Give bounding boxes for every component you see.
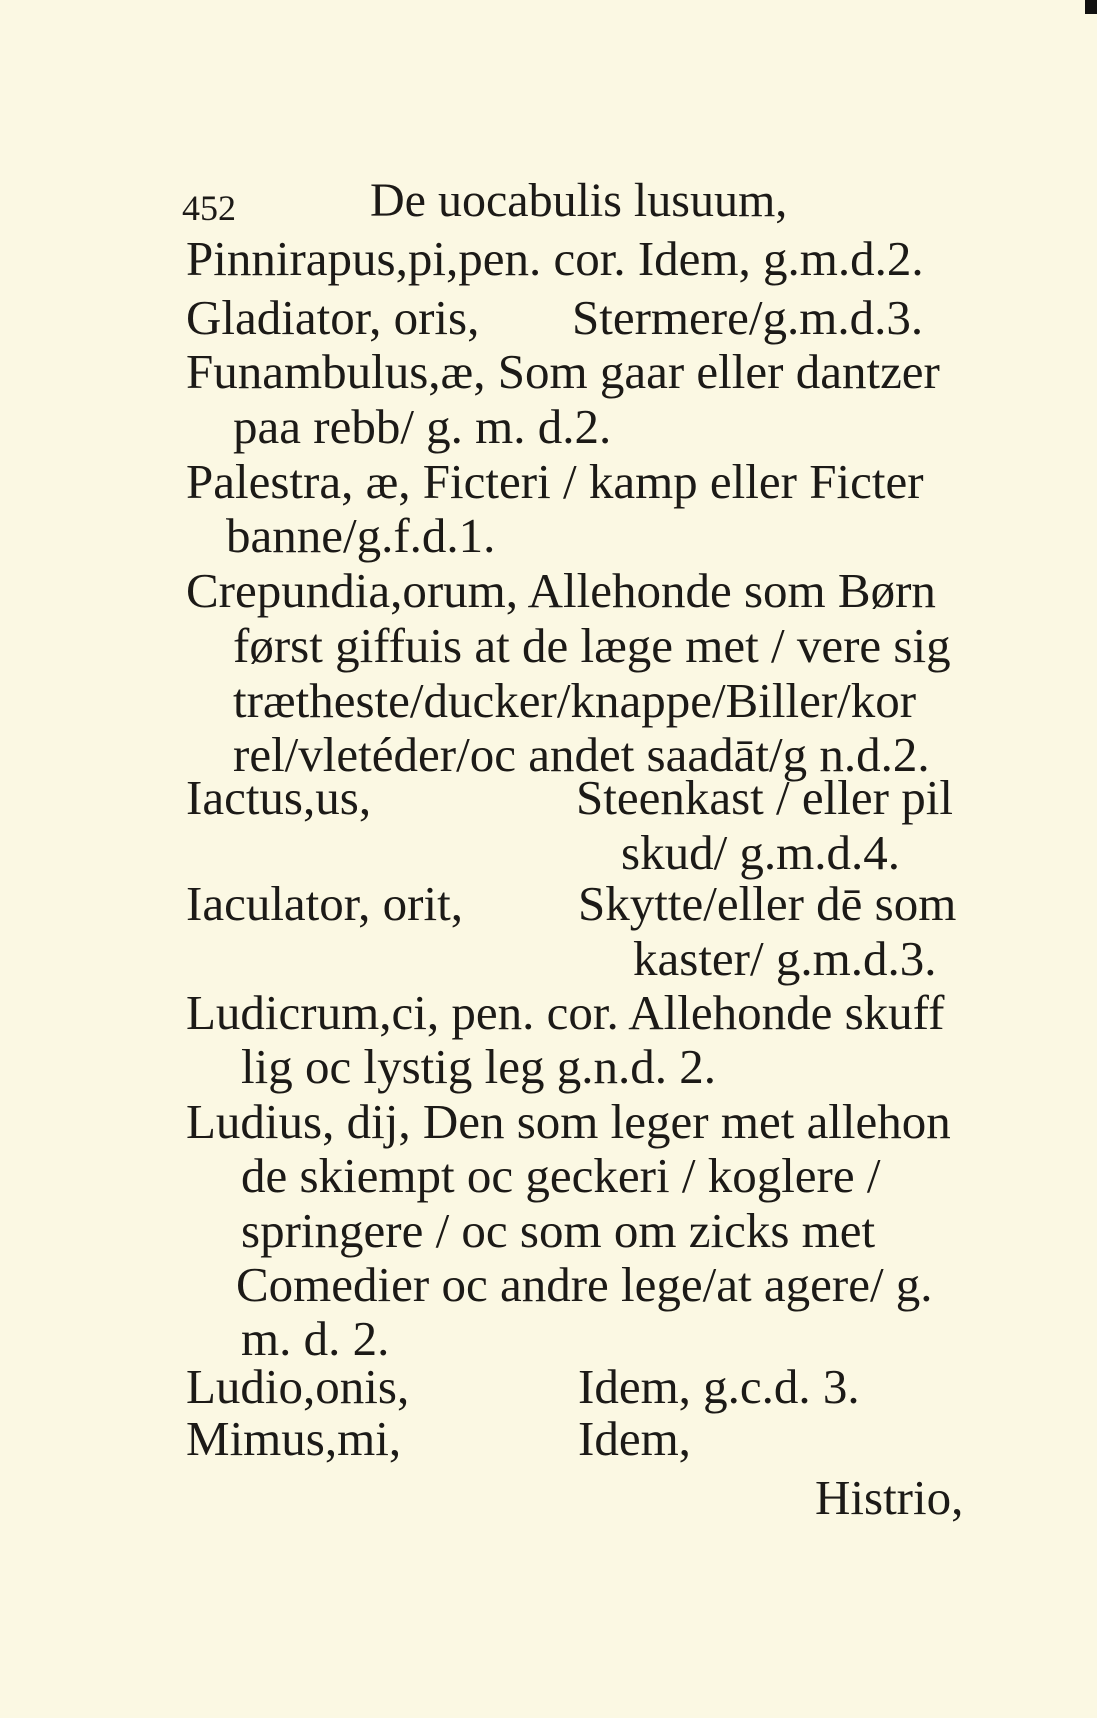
entry-line: Palestra, æ, Ficteri / kamp eller Ficter xyxy=(186,454,924,509)
entry-line: Ludio,onis, xyxy=(186,1359,410,1414)
entry-line: Mimus,mi, xyxy=(186,1411,402,1466)
entry-line: Ludicrum,ci, pen. cor. Allehonde skuff xyxy=(186,985,945,1040)
entry-line: Idem, g.c.d. 3. xyxy=(578,1359,860,1414)
entry-line: m. d. 2. xyxy=(241,1311,390,1366)
entry-line: Ludius, dij, Den som leger met allehon xyxy=(186,1094,951,1149)
running-head: De uocabulis lusuum, xyxy=(370,174,788,227)
entry-line: kaster/ g.m.d.3. xyxy=(633,931,937,986)
entry-line: banne/g.f.d.1. xyxy=(226,508,496,563)
entry-line: de skiempt oc geckeri / koglere / xyxy=(241,1148,881,1203)
entry-line: først giffuis at de læge met / vere sig xyxy=(233,618,951,673)
catchword: Histrio, xyxy=(815,1470,964,1525)
entry-line: springere / oc som om zicks met xyxy=(241,1203,876,1258)
edge-mark xyxy=(1085,0,1097,14)
entry-line: trætheste/ducker/knappe/Biller/kor xyxy=(233,673,917,728)
page-number: 452 xyxy=(182,188,236,228)
entry-line: Funambulus,æ, Som gaar eller dantzer xyxy=(186,344,940,399)
entry-line: Idem, xyxy=(578,1411,691,1466)
entry-line: Stermere/g.m.d.3. xyxy=(572,290,924,345)
entry-line: Crepundia,orum, Allehonde som Børn xyxy=(186,563,936,618)
entry-line: rel/vletéder/oc andet saadāt/g n.d.2. xyxy=(233,727,930,782)
entry-line: Gladiator, oris, xyxy=(186,290,480,345)
entry-line: Pinnirapus,pi,pen. cor. Idem, g.m.d.2. xyxy=(186,231,924,286)
entry-line: Iaculator, orit, xyxy=(186,876,463,931)
entry-line: skud/ g.m.d.4. xyxy=(621,825,901,880)
entry-line: Steenkast / eller pil xyxy=(576,770,953,825)
entry-line: lig oc lystig leg g.n.d. 2. xyxy=(241,1039,716,1094)
entry-line: Skytte/eller dē som xyxy=(578,876,957,931)
entry-line: Iactus,us, xyxy=(186,770,372,825)
entry-line: Comedier oc andre lege/at agere/ g. xyxy=(236,1257,933,1312)
entry-line: paa rebb/ g. m. d.2. xyxy=(233,399,612,454)
